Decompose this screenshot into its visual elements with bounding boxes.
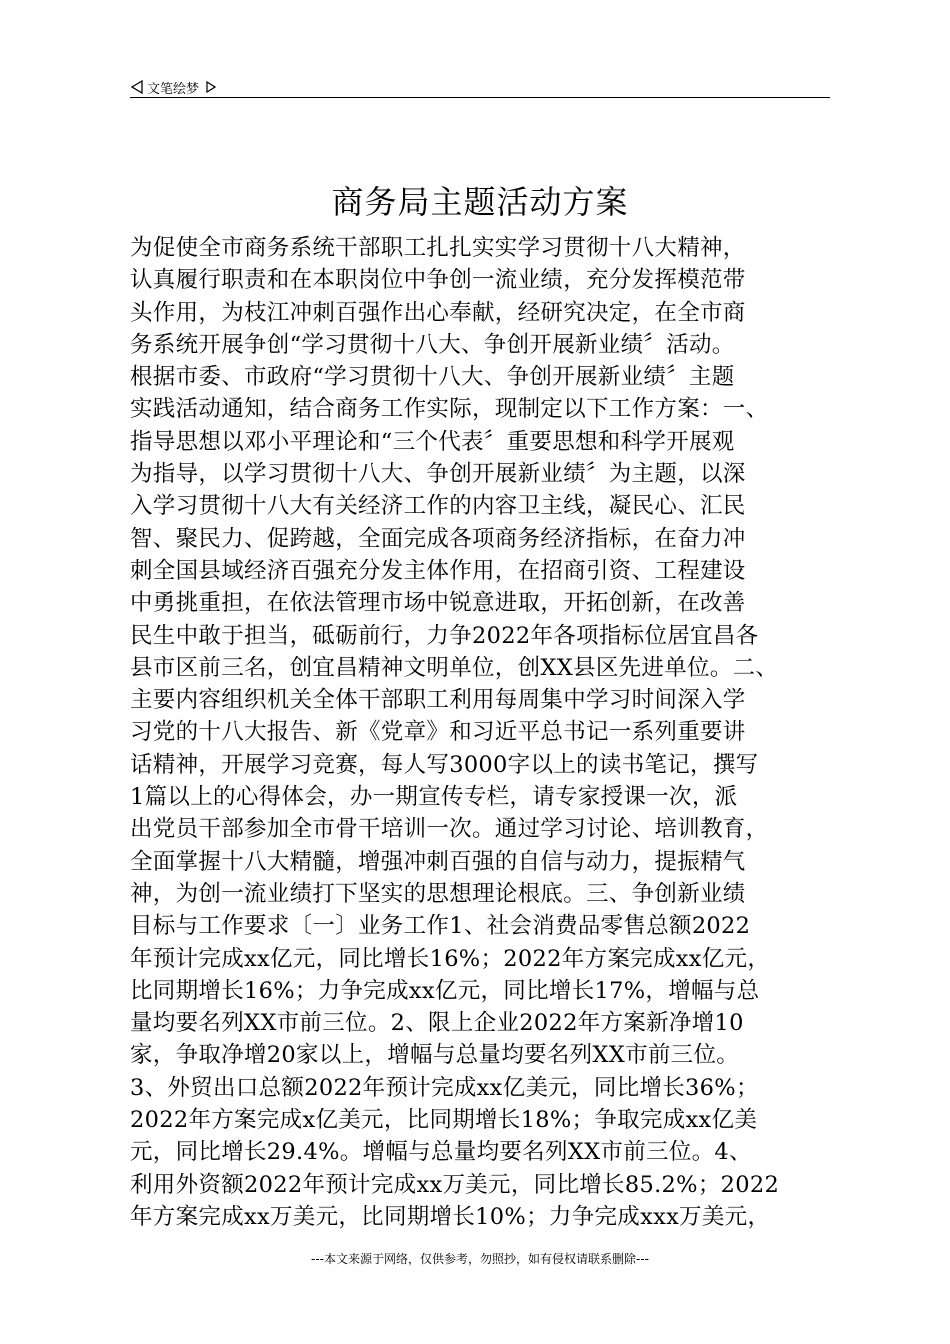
body-line: 3、外贸出口总额2022年预计完成xx亿美元，同比增长36%； [130,1074,759,1101]
body-line: 神，为创一流业绩打下坚实的思想理论根底。三、争创新业绩 [130,880,746,907]
body-line: 入学习贯彻十八大有关经济工作的内容卫主线，凝民心、汇民 [130,493,746,520]
body-line: 指导思想以邓小平理论和“三个代表〞重要思想和科学开展观 [130,428,735,455]
body-line: 量均要名列XX市前三位。2、限上企业2022年方案新净增10 [130,1010,744,1037]
body-line: 中勇挑重担，在依法管理市场中锐意进取，开拓创新，在改善 [130,590,746,617]
triangle-right-icon [206,81,216,93]
body-line: 利用外资额2022年预计完成xx万美元，同比增长85.2%；2022 [130,1171,780,1198]
triangle-left-icon [130,80,144,94]
body-line: 为指导，以学习贯彻十八大、争创开展新业绩〞为主题，以深 [130,461,746,488]
body-line: 年方案完成xx万美元，比同期增长10%；力争完成xxx万美元， [130,1203,771,1230]
body-line: 实践活动通知，结合商务工作实际，现制定以下工作方案：一、 [130,396,769,423]
body-line: 出党员干部参加全市骨干培训一次。通过学习讨论、培训教育， [130,816,769,843]
body-line: 话精神，开展学习竞赛，每人写3000字以上的读书笔记，撰写 [130,751,759,778]
page-header [130,76,830,98]
header-brand: 文笔绘梦 [147,81,200,97]
page-footer-disclaimer: ---本文来源于网络，仅供参考，勿照抄，如有侵权请联系删除--- [311,1252,649,1266]
body-line: 头作用，为枝江冲刺百强作出心奉献，经研究决定，在全市商 [130,299,746,326]
body-line: 根据市委、市政府“学习贯彻十八大、争创开展新业绩〞主题 [130,364,735,391]
body-line: 元，同比增长29.4%。增幅与总量均要名列XX市前三位。4、 [130,1139,752,1166]
body-line: 智、聚民力、促跨越，全面完成各项商务经济指标，在奋力冲 [130,525,746,552]
body-line: 年预计完成xx亿元，同比增长16%；2022年方案完成xx亿元， [130,945,771,972]
body-line: 主要内容组织机关全体干部职工利用每周集中学习时间深入学 [130,687,746,714]
body-line: 认真履行职责和在本职岗位中争创一流业绩，充分发挥模范带 [130,267,746,294]
body-line: 务系统开展争创“学习贯彻十八大、争创开展新业绩〞活动。 [130,331,735,358]
body-line: 全面掌握十八大精髓，增强冲刺百强的自信与动力，提振精气 [130,848,746,875]
body-line: 县市区前三名，创宜昌精神文明单位，创XX县区先进单位。二、 [130,654,779,681]
body-line: 习党的十八大报告、新《党章》和习近平总书记一系列重要讲 [130,719,746,746]
document-body [130,232,836,1233]
body-line: 目标与工作要求〔一〕业务工作1、社会消费品零售总额2022 [130,913,751,940]
body-line: 2022年方案完成x亿美元，比同期增长18%；争取完成xx亿美 [130,1107,758,1134]
body-line: 民生中敢于担当，砥砺前行，力争2022年各项指标位居宜昌各 [130,622,759,649]
body-line: 1篇以上的心得体会，办一期宣传专栏，请专家授课一次，派 [130,784,738,811]
header-divider [130,97,830,98]
body-line: 为促使全市商务系统干部职工扎扎实实学习贯彻十八大精神， [130,235,746,261]
body-line: 比同期增长16%；力争完成xx亿元，同比增长17%，增幅与总 [130,977,760,1004]
body-line: 家，争取净增20家以上，增幅与总量均要名列XX市前三位。 [130,1042,740,1069]
document-title: 商务局主题活动方案 [331,183,629,221]
body-line: 刺全国县域经济百强充分发主体作用，在招商引资、工程建设 [130,557,746,584]
